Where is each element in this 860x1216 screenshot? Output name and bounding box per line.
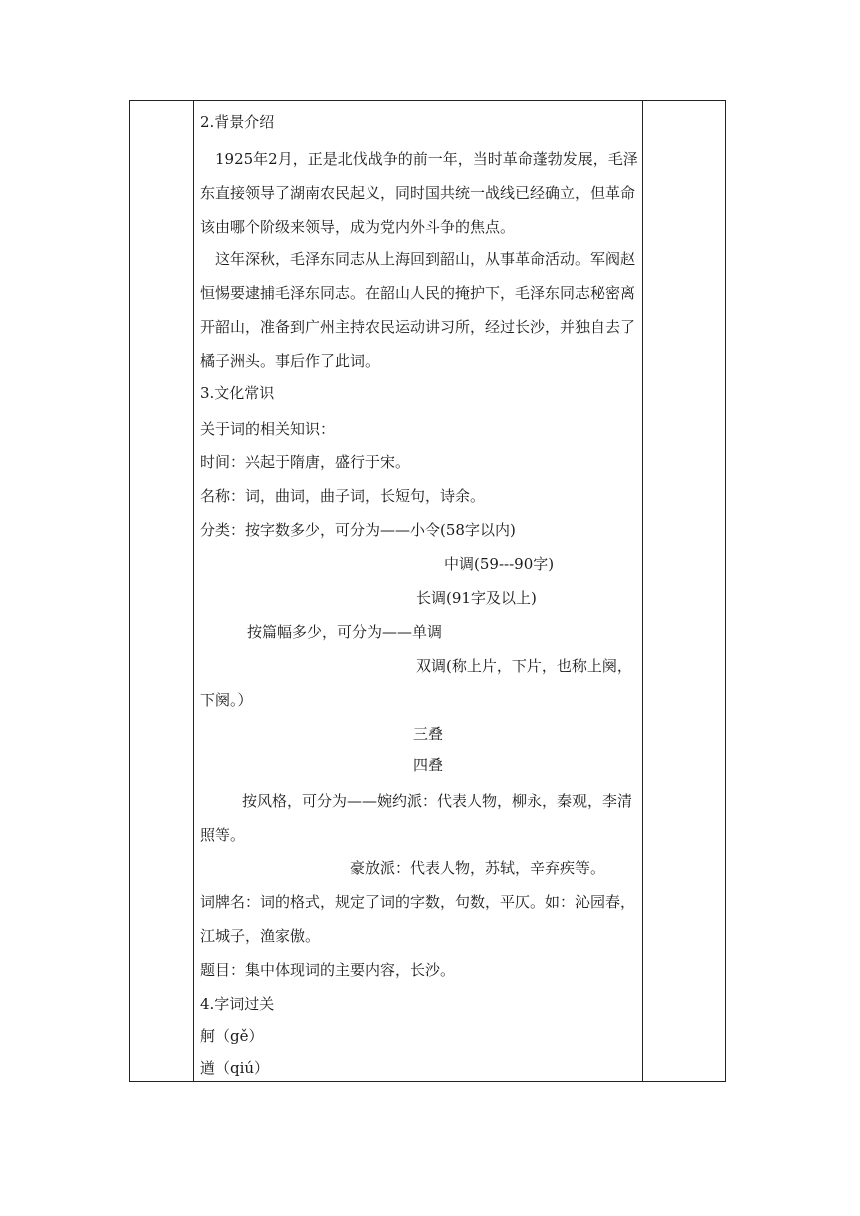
background-paragraph-2: 这年深秋，毛泽东同志从上海回到韶山，从事革命活动。军阀赵恒惕要逮捕毛泽东同志。在韶山人民的掩护下，毛泽东同志秘密离开韶山，准备到广州主持农民运动讲习所，经过长沙，并独自去了橘子洲头。事后作了此词。 xyxy=(200,250,636,370)
class-changdiao: 长调(91字及以上) xyxy=(416,589,537,607)
class-zhongdiao: 中调(59---90字) xyxy=(444,555,555,573)
culture-cipai: 词牌名：词的格式，规定了词的字数，句数，平仄。如：沁园春，江城子，渔家傲。 xyxy=(200,893,636,945)
culture-names: 名称：词，曲词，曲子词，长短句，诗余。 xyxy=(200,487,486,505)
culture-timu: 题目：集中体现词的主要内容，长沙。 xyxy=(200,961,456,979)
section-heading-vocab: 4.字词过关 xyxy=(200,995,275,1013)
section-heading-background: 2.背景介绍 xyxy=(200,113,275,131)
section-heading-culture: 3.文化常识 xyxy=(200,384,275,402)
class-shuangdiao-cont: 下阕。） xyxy=(200,691,253,709)
class-sidie: 四叠 xyxy=(413,756,444,774)
vocab-word-qiu: 遒（qiú） xyxy=(200,1059,270,1077)
class-by-wordcount: 分类：按字数多少，可分为——小令(58字以内) xyxy=(200,521,516,539)
background-paragraph-1: 1925年2月，正是北伐战争的前一年，当时革命蓬勃发展，毛泽东直接领导了湖南农民起义，同时国共统一战线已经确立，但革命该由哪个阶级来领导，成为党内外斗争的焦点。 xyxy=(200,150,638,236)
class-sandie: 三叠 xyxy=(413,725,444,743)
column-divider-left xyxy=(193,101,194,1081)
class-by-style: 按风格，可分为——婉约派：代表人物，柳永，秦观，李清照等。 xyxy=(200,792,633,844)
class-shuangdiao: 双调(称上片，下片，也称上阕， xyxy=(416,657,632,675)
class-haofang: 豪放派：代表人物，苏轼，辛弃疾等。 xyxy=(350,859,606,877)
lesson-table xyxy=(129,100,726,1082)
column-divider-right xyxy=(642,101,643,1081)
culture-time: 时间：兴起于隋唐，盛行于宋。 xyxy=(200,453,411,471)
vocab-word-ge: 舸（gě） xyxy=(200,1027,264,1045)
culture-intro: 关于词的相关知识： xyxy=(200,420,336,438)
class-by-pian: 按篇幅多少，可分为——单调 xyxy=(247,623,443,641)
